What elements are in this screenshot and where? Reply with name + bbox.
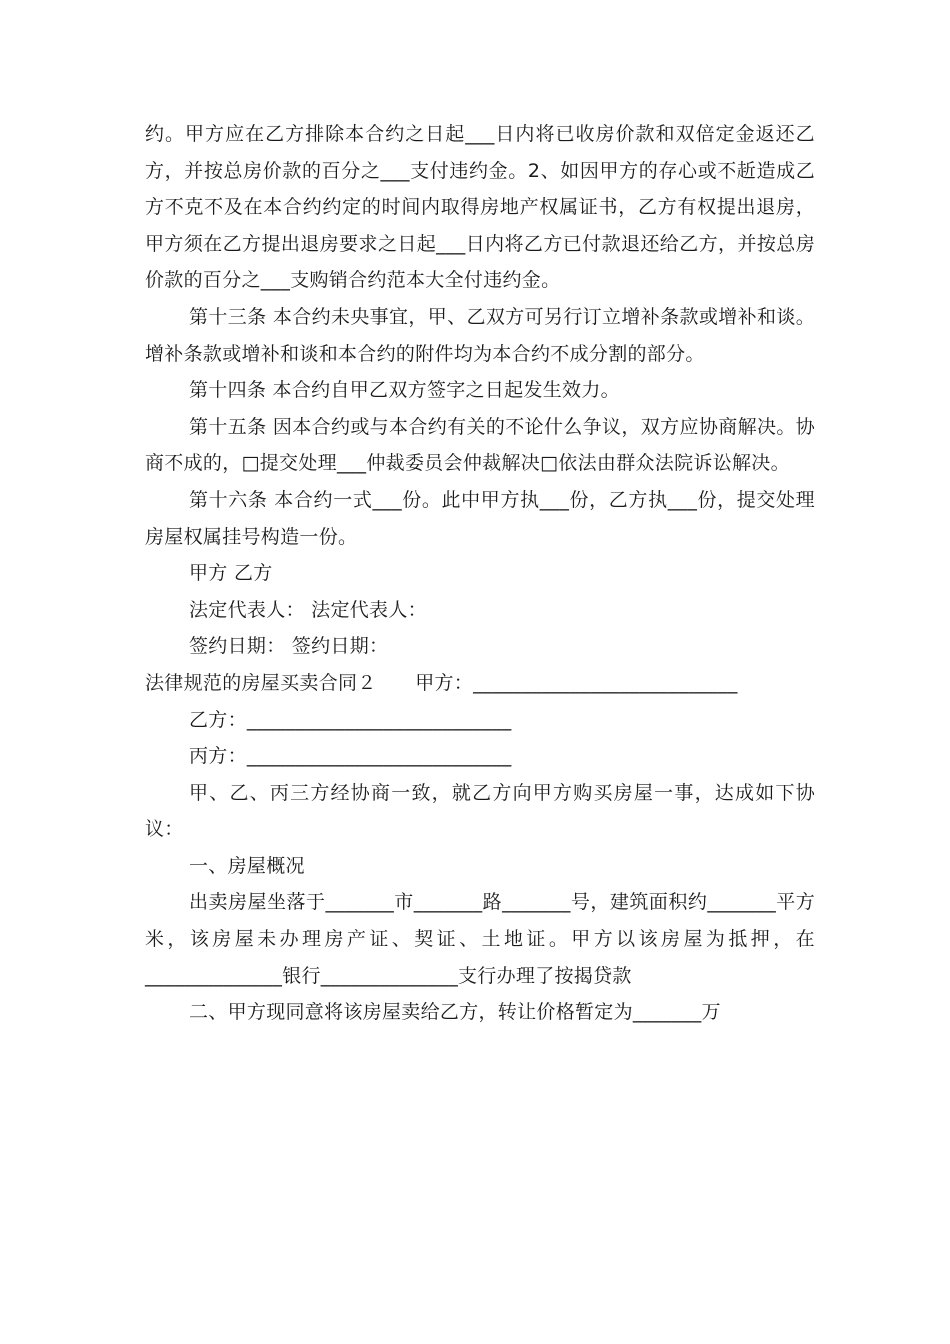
paragraph-article-15: 第十五条 因本合约或与本合约有关的不论什么争议，双方应协商解决。协商不成的，□提交处理___仲裁委员会仲裁解决□依法由群众法院诉讼解决。	[145, 415, 815, 475]
section-heading-property-overview: 一、房屋概况	[189, 854, 305, 877]
party-c-field: 丙方：___________________________	[189, 745, 512, 768]
paragraph-article-13: 第十三条 本合约未央事宜，甲、乙双方可另行订立增补条款或增补和谈。增补条款或增补和谈和本合约的附件均为本合约不成分割的部分。	[145, 305, 815, 365]
signature-representatives: 法定代表人： 法定代表人：	[189, 598, 427, 621]
signature-parties: 甲方 乙方	[189, 562, 273, 585]
paragraph-sale-price: 二、甲方现同意将该房屋卖给乙方，转让价格暂定为_______万	[189, 1001, 721, 1024]
party-b-field: 乙方：___________________________	[189, 708, 512, 731]
paragraph-article-16: 第十六条 本合约一式___份。此中甲方执___份，乙方执___份，提交处理房屋权属挂号构造一份。	[145, 488, 815, 548]
document-body	[145, 116, 815, 1031]
paragraph-property-location: 出卖房屋坐落于_______市_______路_______号，建筑面积约_______平方米，该房屋未办理房产证、契证、土地证。甲方以该房屋为抵押，在______________银行______________支行办理了按揭贷款	[145, 891, 815, 987]
contract-2-title-party-a: 法律规范的房屋买卖合同２ 甲方：___________________________	[145, 671, 738, 694]
signature-dates: 签约日期： 签约日期：	[189, 635, 389, 658]
paragraph-breach-refund: 约。甲方应在乙方排除本合约之日起___日内将已收房价款和双倍定金返还乙方，并按总房价款的百分之___支付违约金。2、如因甲方的存心或不赾造成乙方不克不及在本合约约定的时间内取得房地产权属证书，乙方有权提出退房，甲方须在乙方提出退房要求之日起___日内将乙方已付款退还给乙方，并按总房价款的百分之___支购销合约范本大全付违约金。	[145, 123, 815, 292]
paragraph-article-14: 第十四条 本合约自甲乙双方签字之日起发生效力。	[189, 379, 620, 402]
paragraph-agreement-intro: 甲、乙、丙三方经协商一致，就乙方向甲方购买房屋一事，达成如下协议：	[145, 781, 815, 841]
